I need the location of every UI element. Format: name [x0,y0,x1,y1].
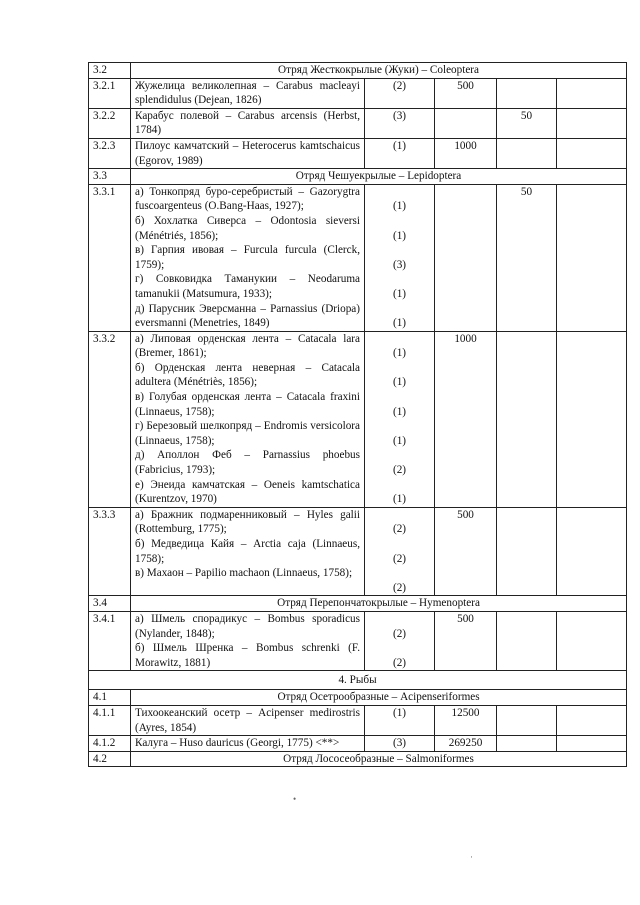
damage-amount: 500 [435,507,497,596]
rarity-category: (2) [392,581,407,594]
damage-amount [557,138,627,168]
rarity-category: (1) [392,434,407,447]
species-name: г) Березовый шелкопряд – Endromis versicolora (Linnaeus, 1758); [135,420,360,447]
species-name: а) Тонкопряд буро-серебристый – Gazorygtra fuscoargenteus (O.Bang-Haas, 1927); [135,185,360,213]
scan-mark: · [470,852,473,862]
rarity-category: (3) [365,108,435,138]
row-number: 3.2.2 [89,108,131,138]
damage-amount [557,184,627,331]
section-title: 4. Рыбы [89,671,627,690]
species-name: е) Энеида камчатская – Oeneis kamtschatica (Kurentzov, 1970) [135,478,360,506]
species-name: б) Шмель Шренка – Bombus schrenki (F. Morawitz, 1881) [135,642,360,669]
species-name: в) Голубая орденская лента – Catacala fraxini (Linnaeus, 1758); [135,391,360,418]
rarity-category: (1) [392,229,407,242]
rarity-category: (1) [392,200,407,213]
rarity-category: (1) [392,317,407,330]
row-number: 3.3.3 [89,507,131,596]
row-number: 4.2 [89,751,131,767]
rarity-category-list [365,184,435,331]
species-group-row [89,611,627,670]
damage-amount [497,78,557,108]
row-number: 3.3.1 [89,184,131,331]
damage-amount: 1000 [435,331,497,507]
rarity-category: (3) [365,736,435,752]
species-list [131,184,365,331]
damage-amount [497,611,557,670]
rarity-category-list [365,611,435,670]
species-name: Жужелица великолепная – Carabus macleayi splendidulus (Dejean, 1826) [131,78,365,108]
rarity-category: (2) [392,464,407,477]
row-number: 3.3 [89,169,131,185]
species-name: а) Шмель спорадикус – Bombus sporadicus (Nylander, 1848); [135,612,360,640]
species-name: д) Аполлон Феб – Parnassius phoebus (Fabricius, 1793); [135,449,360,477]
damage-amount [557,78,627,108]
damage-amount [557,108,627,138]
damage-amount [557,736,627,752]
species-name: б) Орденская лента неверная – Catacala adultera (Ménétriès, 1856); [135,361,360,389]
species-name: Карабус полевой – Carabus arcensis (Herbst, 1784) [131,108,365,138]
species-row [89,736,627,752]
row-number: 3.2.1 [89,78,131,108]
damage-amount: 12500 [435,705,497,735]
species-name: д) Парусник Эверсманна – Parnassius (Driopa) eversmanni (Menetries, 1849) [135,302,360,330]
species-group-row [89,331,627,507]
damage-amount [557,331,627,507]
row-number: 3.2.3 [89,138,131,168]
rarity-category: (1) [392,405,407,418]
damage-amount [557,507,627,596]
rarity-category-list [365,331,435,507]
row-number: 3.4.1 [89,611,131,670]
rarity-category: (1) [365,705,435,735]
damage-amount: 269250 [435,736,497,752]
damage-amount: 50 [497,108,557,138]
species-group-row [89,184,627,331]
rarity-category-list [365,507,435,596]
order-row [89,63,627,79]
species-group-row [89,507,627,596]
species-name: Тихоокеанский осетр – Acipenser medirostris (Ayres, 1854) [131,705,365,735]
species-row [89,108,627,138]
section-row [89,671,627,690]
species-name: в) Махаон – Papilio machaon (Linnaeus, 1758); [135,567,353,580]
order-row [89,169,627,185]
species-name: б) Хохлатка Сиверса – Odontosia sieversi (Ménétriés, 1856); [135,214,360,242]
order-title: Отряд Чешуекрылые – Lepidoptera [131,169,627,185]
order-row [89,751,627,767]
rarity-category: (1) [392,287,407,300]
rarity-category: (1) [392,493,407,506]
order-title: Отряд Лососеобразные – Salmoniformes [131,751,627,767]
rarity-category: (1) [392,347,407,360]
rarity-category: (1) [365,138,435,168]
order-title: Отряд Жесткокрылые (Жуки) – Coleoptera [131,63,627,79]
rarity-category: (2) [392,552,407,565]
species-row [89,78,627,108]
row-number: 4.1.2 [89,736,131,752]
rarity-category: (2) [392,627,407,640]
damage-amount [497,705,557,735]
damage-amount [497,138,557,168]
rarity-category: (2) [392,656,407,669]
rarity-category: (3) [392,258,407,271]
order-title: Отряд Перепончатокрылые – Hymenoptera [131,596,627,612]
damage-amount [557,705,627,735]
order-title: Отряд Осетрообразные – Acipenseriformes [131,690,627,706]
damage-amount [435,108,497,138]
row-number: 3.3.2 [89,331,131,507]
species-list [131,611,365,670]
row-number: 3.2 [89,63,131,79]
damage-amount [557,611,627,670]
species-name: Пилоус камчатский – Heterocerus kamtschaicus (Egorov, 1989) [131,138,365,168]
order-row [89,690,627,706]
species-name: Калуга – Huso dauricus (Georgi, 1775) <**> [131,736,365,752]
damage-amount [497,331,557,507]
damage-amount [497,507,557,596]
damage-amount [435,184,497,331]
species-name: а) Бражник подмаренниковый – Hyles galii (Rottemburg, 1775); [135,508,360,536]
rarity-category: (1) [392,376,407,389]
species-list [131,507,365,596]
damage-amount: 50 [497,184,557,331]
row-number: 3.4 [89,596,131,612]
rarity-category: (2) [365,78,435,108]
damage-amount: 500 [435,78,497,108]
species-name: а) Липовая орденская лента – Catacala lara (Bremer, 1861); [135,332,360,360]
damage-amount: 1000 [435,138,497,168]
rarity-category: (2) [392,523,407,536]
order-row [89,596,627,612]
species-name: в) Гарпия ивовая – Furcula furcula (Clerck, 1759); [135,244,360,271]
row-number: 4.1.1 [89,705,131,735]
red-book-damage-table [88,62,627,767]
row-number: 4.1 [89,690,131,706]
species-name: б) Медведица Кайя – Arctia caja (Linnaeus, 1758); [135,538,360,565]
damage-amount [497,736,557,752]
scan-mark: • [293,794,297,804]
damage-amount: 500 [435,611,497,670]
species-list [131,331,365,507]
species-row [89,705,627,735]
species-name: г) Совковидка Таманукии – Neodaruma tamanukii (Matsumura, 1933); [135,273,360,300]
species-row [89,138,627,168]
